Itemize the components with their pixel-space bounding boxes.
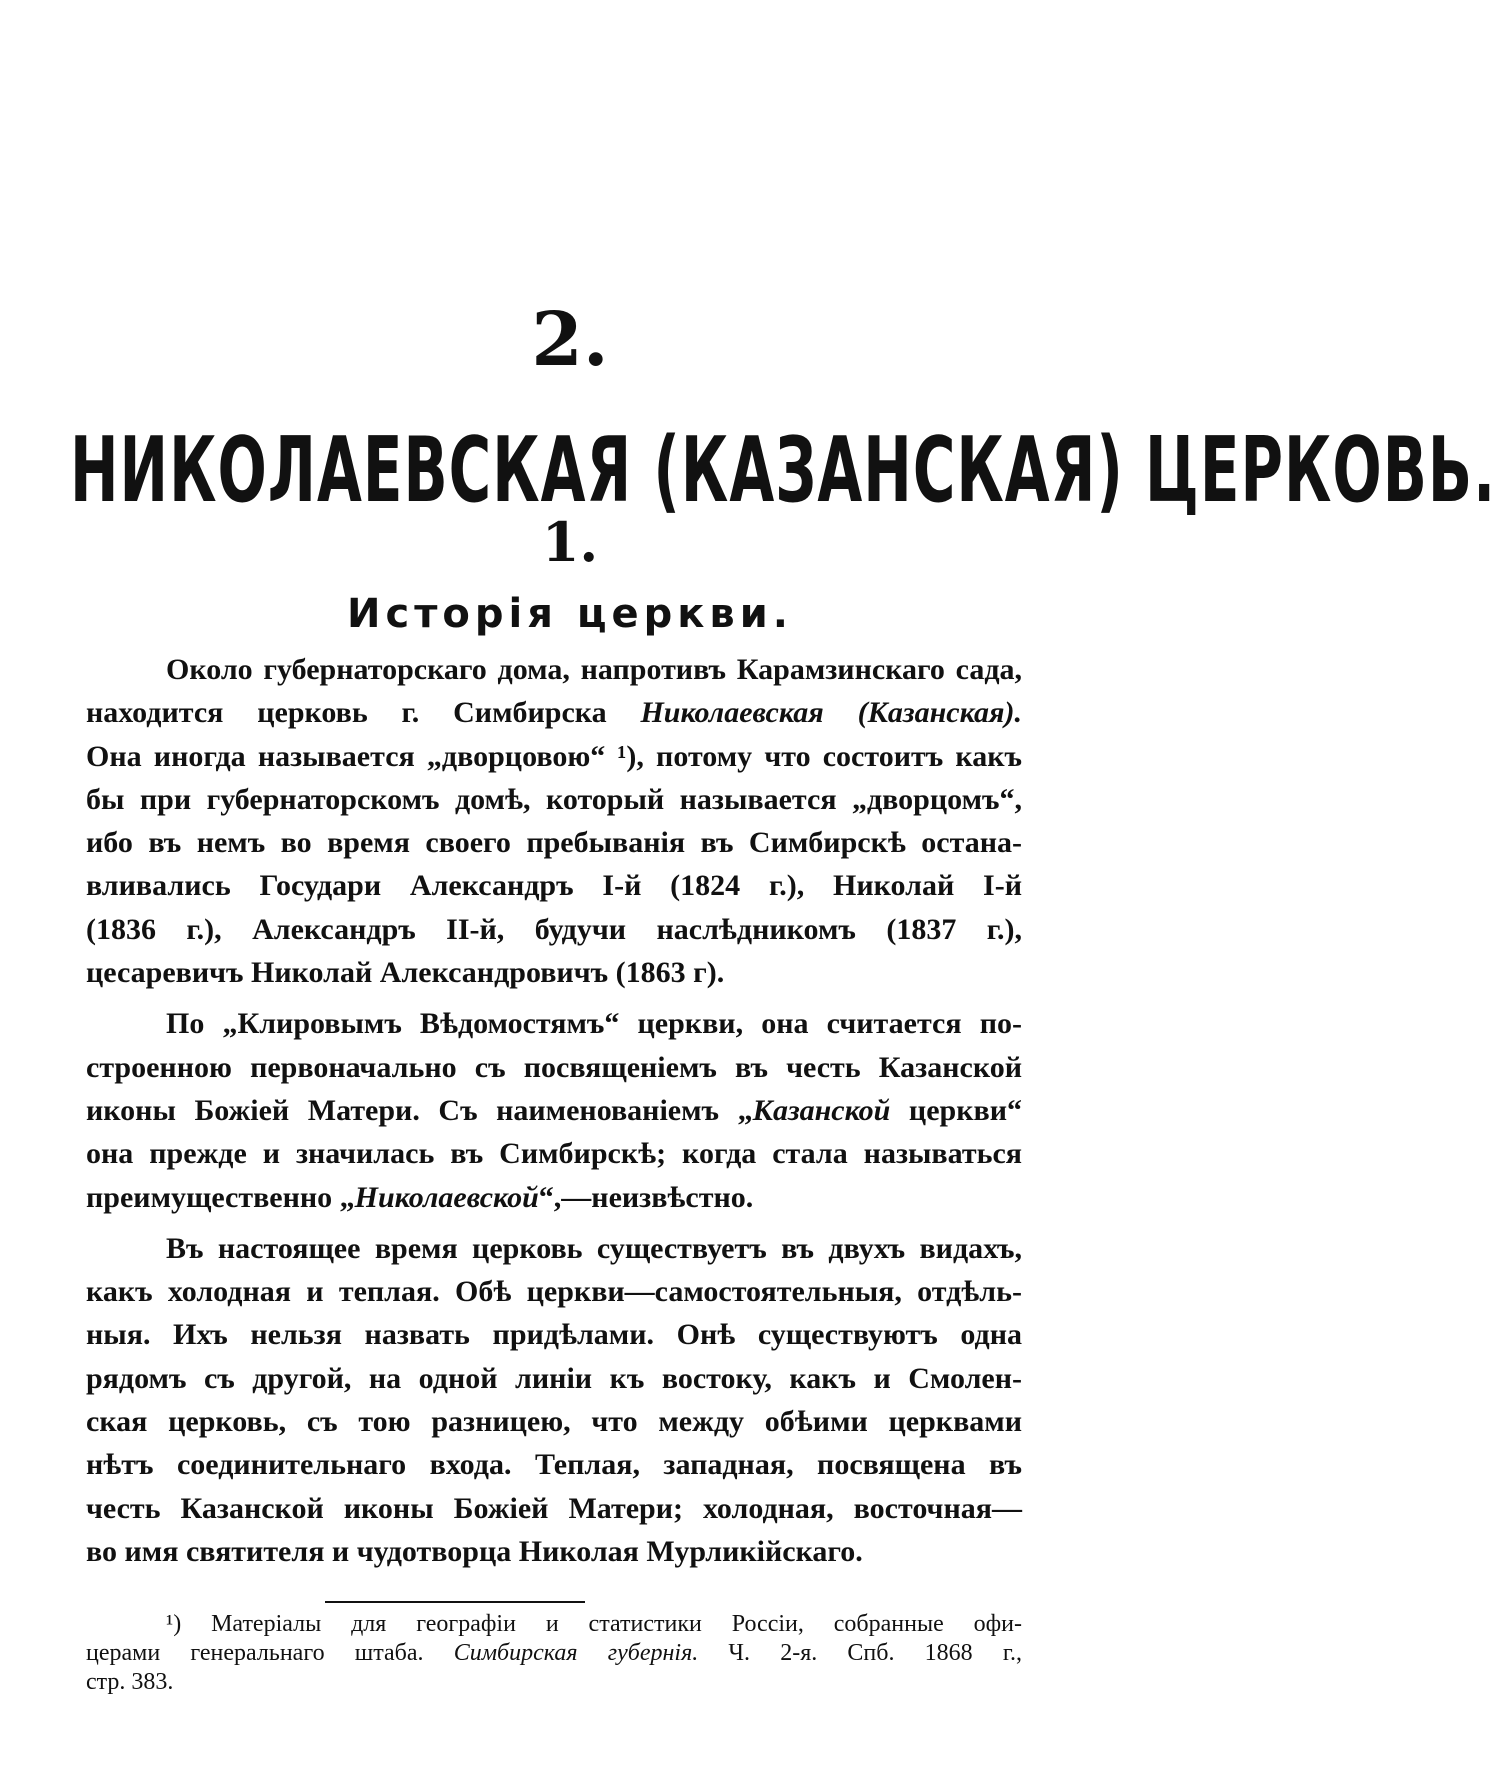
paragraphs.p3-line bbox=[86, 1227, 1022, 1270]
paragraphs.p1-line bbox=[86, 735, 1022, 778]
paragraphs.p2-line bbox=[86, 1002, 1022, 1045]
body-text bbox=[86, 648, 1022, 1573]
paragraphs.p3-line bbox=[86, 1530, 1022, 1573]
paragraphs.p2-line bbox=[86, 1089, 1022, 1132]
text-run: “,—неизвѣстно. bbox=[538, 1180, 754, 1214]
text-run: (1836 г.), Александръ II-й, будучи наслѣдникомъ (1837 г.), bbox=[86, 912, 1022, 946]
subsection-number: 1. bbox=[541, 510, 599, 574]
text-run: какъ холодная и теплая. Обѣ церкви—самостоятельныя, отдѣль- bbox=[86, 1275, 1022, 1309]
footnote-line bbox=[86, 1668, 1022, 1697]
text-run: честь Казанской иконы Божіей Матери; холодная, восточная— bbox=[86, 1491, 1022, 1525]
text-run: нѣтъ соединительнаго входа. Теплая, западная, посвящена въ bbox=[86, 1448, 1022, 1482]
paragraphs.p1-line bbox=[86, 951, 1022, 994]
italic-text: Николаевской bbox=[354, 1180, 539, 1214]
paragraphs.p1-line bbox=[86, 648, 1022, 691]
text-run: Она иногда называется „дворцовою“ ¹), потому что состоитъ какъ bbox=[86, 739, 1022, 773]
church-title: НИКОЛАЕВСКАЯ (КАЗАНСКАЯ) ЦЕРКОВЬ. bbox=[70, 417, 1496, 523]
paragraph-two-churches bbox=[86, 1227, 1022, 1573]
text-run: бы при губернаторскомъ домѣ, который называется „дворцомъ“, bbox=[86, 782, 1022, 816]
italic-text: Казанской bbox=[752, 1093, 891, 1127]
paragraphs.p1-line bbox=[86, 821, 1022, 864]
text-run: строенною первоначально съ посвященіемъ въ честь Казанской bbox=[86, 1050, 1022, 1084]
text-run: вливались Государи Александръ I-й (1824 г.), Николай I-й bbox=[86, 869, 1022, 903]
footnote-divider bbox=[325, 1601, 585, 1603]
text-run: рядомъ съ другой, на одной линіи къ востоку, какъ и Смолен- bbox=[86, 1361, 1022, 1395]
paragraphs.p1-line bbox=[86, 908, 1022, 951]
footnote-line bbox=[86, 1610, 1022, 1639]
paragraphs.p2-line bbox=[86, 1046, 1022, 1089]
paragraphs.p1-line bbox=[86, 864, 1022, 907]
paragraph-klirovye-vedomosti bbox=[86, 1002, 1022, 1218]
italic-text: Николаевская (Казанская). bbox=[640, 696, 1022, 730]
paragraphs.p2-line bbox=[86, 1176, 1022, 1219]
paragraphs.p3-line bbox=[86, 1487, 1022, 1530]
text-run: она прежде и значилась въ Симбирскѣ; когда стала называться bbox=[86, 1137, 1022, 1171]
text-run: находится церковь г. Симбирска bbox=[86, 696, 641, 730]
text-run: Около губернаторскаго дома, напротивъ Карамзинскаго сада, bbox=[166, 653, 1022, 686]
paragraphs.p1-line bbox=[86, 691, 1022, 734]
text-run: церами генеральнаго штаба. bbox=[86, 1640, 454, 1666]
text-run: Въ настоящее время церковь существуетъ въ двухъ видахъ, bbox=[166, 1231, 1022, 1265]
paragraphs.p3-line bbox=[86, 1400, 1022, 1443]
text-run: ныя. Ихъ нельзя назвать придѣлами. Онѣ существуютъ одна bbox=[86, 1318, 1022, 1352]
text-run: По „Клировымъ Вѣдомостямъ“ церкви, она считается по- bbox=[166, 1007, 1022, 1041]
footnote-line bbox=[86, 1639, 1022, 1668]
text-run: цесаревичъ Николай Александровичъ (1863 г). bbox=[86, 956, 725, 990]
text-run: ¹) Матеріалы для географіи и статистики Россіи, собранные офи- bbox=[166, 1611, 1022, 1637]
subsection-title: Исторія церкви. bbox=[347, 591, 793, 637]
section-number: 2. bbox=[531, 297, 609, 383]
paragraphs.p1-line bbox=[86, 778, 1022, 821]
footnote bbox=[86, 1610, 1022, 1697]
text-run: стр. 383. bbox=[86, 1669, 174, 1695]
text-run: Ч. 2-я. Спб. 1868 г., bbox=[698, 1640, 1022, 1666]
text-run: ская церковь, съ тою разницею, что между обѣими церквами bbox=[86, 1405, 1022, 1439]
text-run: во имя святителя и чудотворца Николая Мурликійскаго. bbox=[86, 1534, 863, 1568]
paragraphs.p2-line bbox=[86, 1132, 1022, 1175]
text-run: ибо въ немъ во время своего пребыванія въ Симбирскѣ остана- bbox=[86, 826, 1022, 860]
paragraphs.p3-line bbox=[86, 1313, 1022, 1356]
paragraphs.p3-line bbox=[86, 1270, 1022, 1313]
italic-text: Симбирская губернія. bbox=[453, 1640, 699, 1666]
text-run: иконы Божіей Матери. Съ наименованіемъ „ bbox=[86, 1093, 753, 1127]
text-run: преимущественно „ bbox=[86, 1180, 355, 1214]
paragraphs.p3-line bbox=[86, 1357, 1022, 1400]
paragraphs.p3-line bbox=[86, 1443, 1022, 1486]
text-run: церкви“ bbox=[890, 1093, 1022, 1127]
paragraph-history-location bbox=[86, 648, 1022, 994]
